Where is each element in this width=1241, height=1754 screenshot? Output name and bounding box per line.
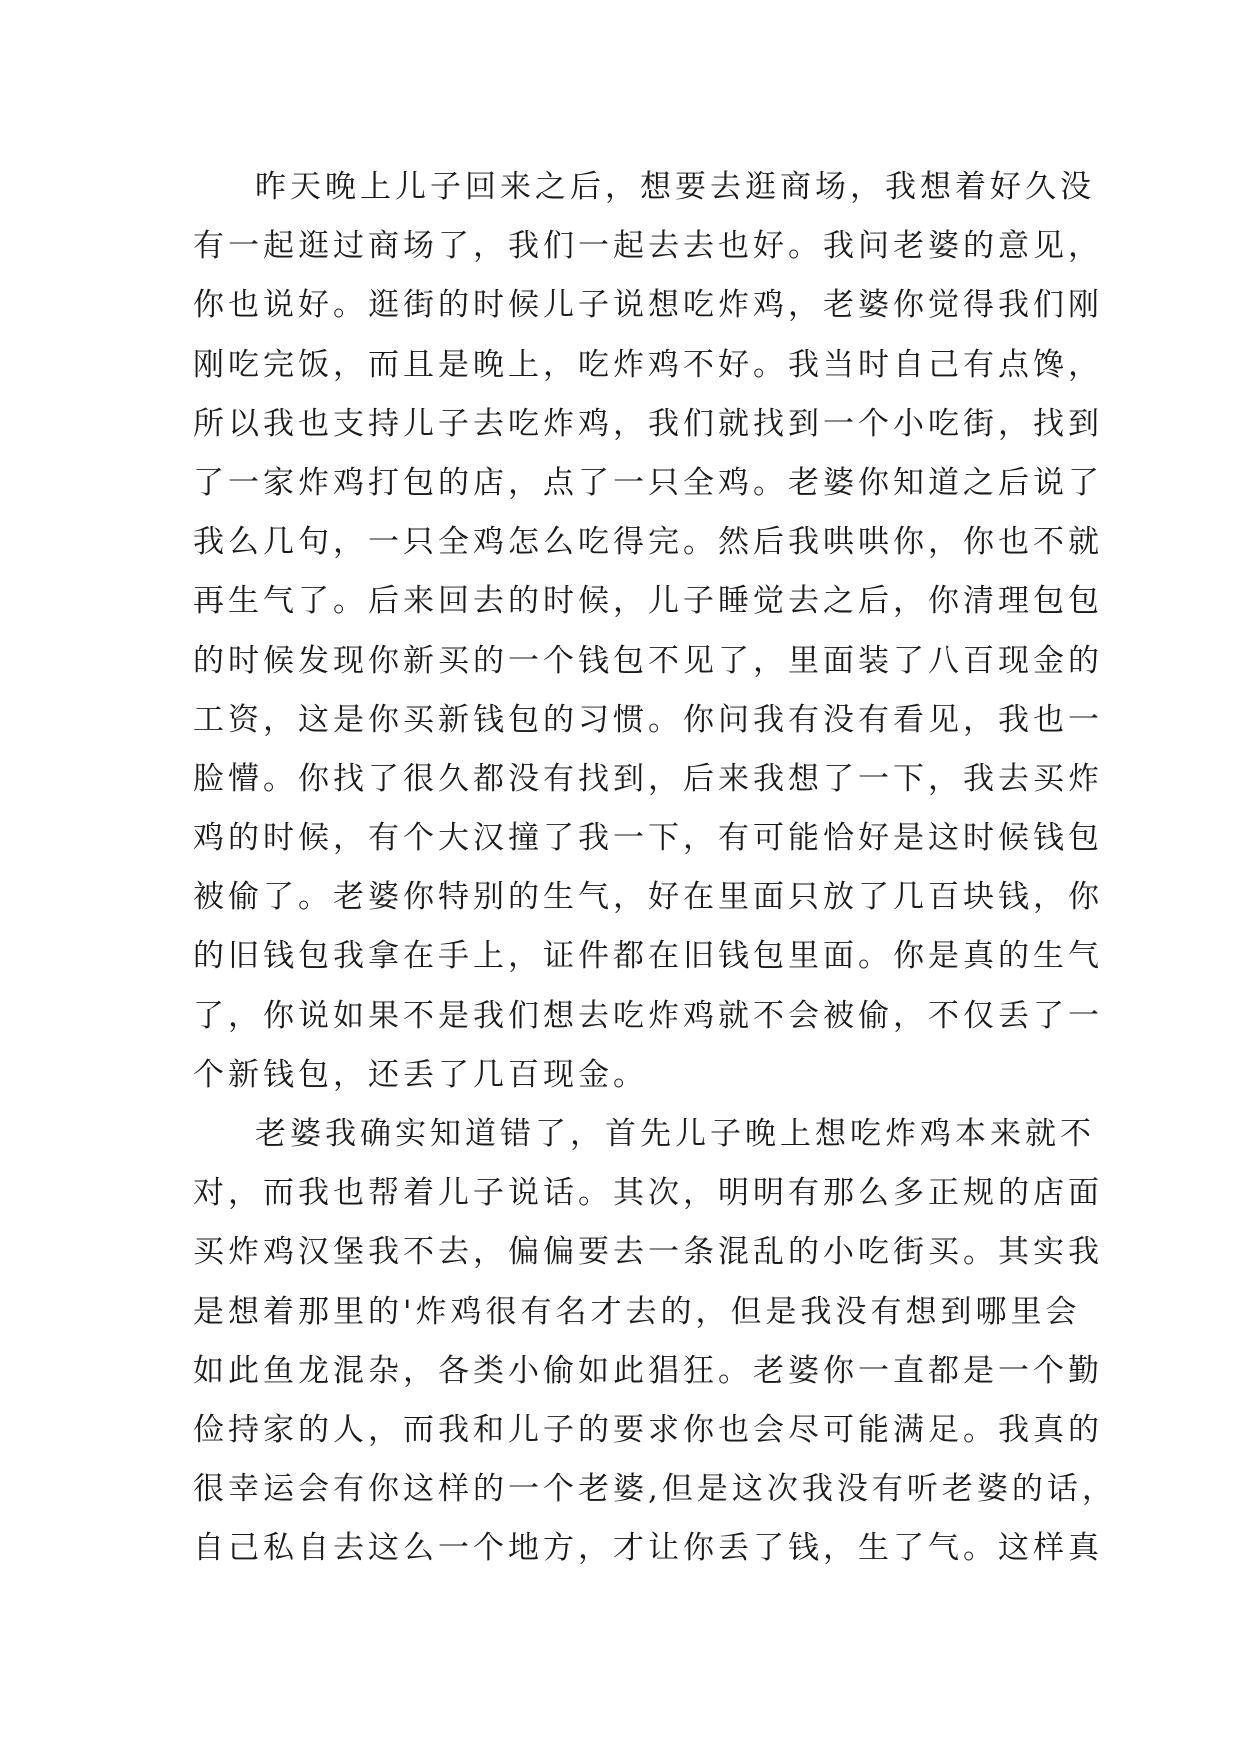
paragraph-2-line-2: 对，而我也帮着儿子说话。其次，明明有那么多正规的店面 — [193, 1175, 1103, 1212]
paragraph-1-line-9: 的时候发现你新买的一个钱包不见了，里面装了八百现金的 — [193, 642, 1103, 679]
paragraph-2-line-7: 很幸运会有你这样的一个老婆,但是这次我没有听老婆的话， — [193, 1471, 1117, 1508]
paragraph-2-line-3: 买炸鸡汉堡我不去，偏偏要去一条混乱的小吃街买。其实我 — [193, 1234, 1103, 1271]
paragraph-1-line-8: 再生气了。后来回去的时候，儿子睡觉去之后，你清理包包 — [193, 583, 1103, 620]
paragraph-2-line-4: 是想着那里的'炸鸡很有名才去的，但是我没有想到哪里会 — [193, 1293, 1081, 1330]
paragraph-2-line-1: 老婆我确实知道错了，首先儿子晚上想吃炸鸡本来就不 — [255, 1116, 1095, 1152]
paragraph-1-line-1: 昨天晚上儿子回来之后，想要去逛商场，我想着好久没 — [255, 169, 1095, 205]
paragraph-1-line-14: 的旧钱包我拿在手上，证件都在旧钱包里面。你是真的生气 — [193, 938, 1103, 975]
paragraph-1-line-4: 刚吃完饭，而且是晚上，吃炸鸡不好。我当时自己有点馋， — [193, 346, 1103, 383]
paragraph-1-line-6: 了一家炸鸡打包的店，点了一只全鸡。老婆你知道之后说了 — [193, 464, 1103, 501]
paragraph-2-line-8: 自己私自去这么一个地方，才让你丢了钱，生了气。这样真 — [193, 1530, 1103, 1567]
paragraph-1-line-5: 所以我也支持儿子去吃炸鸡，我们就找到一个小吃街，找到 — [193, 405, 1103, 442]
paragraph-2-line-5: 如此鱼龙混杂，各类小偷如此猖狂。老婆你一直都是一个勤 — [193, 1352, 1103, 1389]
paragraph-1-line-16: 个新钱包，还丢了几百现金。 — [193, 1056, 648, 1093]
body-text — [193, 158, 1117, 1579]
paragraph-1-line-12: 鸡的时候，有个大汉撞了我一下，有可能恰好是这时候钱包 — [193, 820, 1103, 857]
paragraph-1-line-15: 了，你说如果不是我们想去吃炸鸡就不会被偷，不仅丢了一 — [193, 997, 1103, 1034]
paragraph-2-line-6: 俭持家的人，而我和儿子的要求你也会尽可能满足。我真的 — [193, 1411, 1103, 1448]
paragraph-1-line-2: 有一起逛过商场了，我们一起去去也好。我问老婆的意见， — [193, 228, 1103, 265]
paragraph-1-line-10: 工资，这是你买新钱包的习惯。你问我有没有看见，我也一 — [193, 701, 1103, 738]
paragraph-1-line-3: 你也说好。逛街的时候儿子说想吃炸鸡，老婆你觉得我们刚 — [193, 287, 1103, 324]
paragraph-1-line-11: 脸懵。你找了很久都没有找到，后来我想了一下，我去买炸 — [193, 760, 1103, 797]
paragraph-1-line-13: 被偷了。老婆你特别的生气，好在里面只放了几百块钱，你 — [193, 879, 1103, 916]
paragraph-1-line-7: 我么几句，一只全鸡怎么吃得完。然后我哄哄你，你也不就 — [193, 524, 1103, 561]
